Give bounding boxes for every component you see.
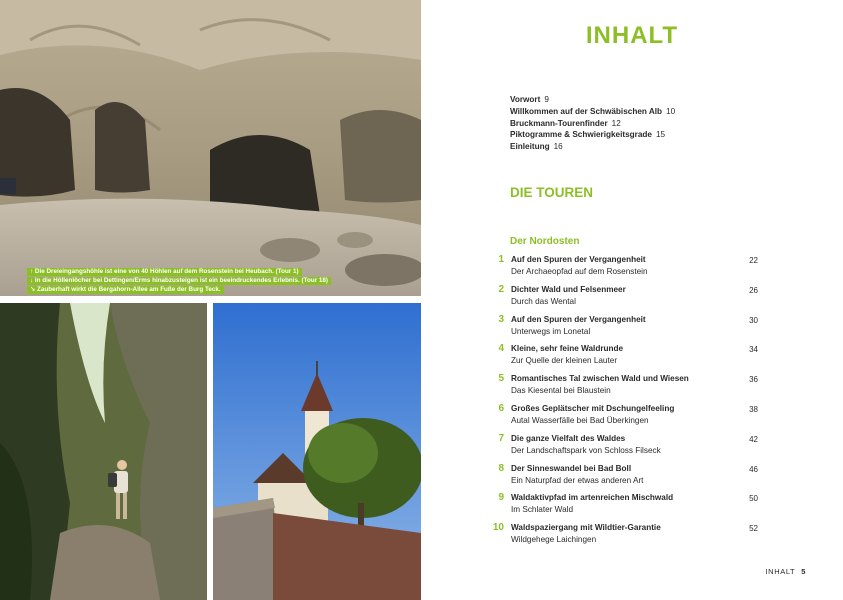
footer-label: INHALT [765, 567, 796, 576]
front-matter-label: Willkommen auf der Schwäbischen Alb [510, 106, 663, 116]
front-matter-item[interactable] [510, 118, 675, 130]
caption-bergahorn-allee: ↘ Zauberhaft wirkt die Bergahorn-Allee am Fuße der Burg Teck. [27, 286, 224, 294]
gorge-photo [0, 303, 207, 600]
tour-page: 26 [749, 285, 758, 295]
front-matter-page: 12 [611, 118, 621, 128]
tours-heading: DIE TOUREN [510, 185, 594, 200]
tour-page: 22 [749, 256, 758, 265]
tour-entry[interactable] [484, 313, 758, 343]
caption-cave: ↑ Die Dreieingangshöhle ist eine von 40 Höhlen auf dem Rosenstein bei Heubach. (Tour 1) [27, 268, 302, 276]
tour-subtitle: Der Archaeopfad auf dem Rosenstein [511, 267, 648, 276]
tour-subtitle: Im Schlater Wald [511, 505, 574, 515]
tour-entry[interactable] [484, 253, 758, 283]
tour-number: 7 [498, 432, 504, 444]
tour-entry[interactable] [484, 432, 758, 462]
tour-subtitle: Wildgehege Laichingen [511, 535, 597, 545]
photo-captions [27, 268, 331, 294]
tour-page: 38 [749, 404, 758, 414]
page-title: INHALT [585, 22, 679, 49]
front-matter-page: 10 [666, 106, 676, 116]
tour-entry[interactable] [484, 283, 758, 313]
front-matter-page: 16 [553, 142, 563, 152]
tour-entry[interactable] [484, 521, 758, 551]
tour-number: 5 [498, 373, 504, 385]
tour-page: 30 [749, 315, 758, 325]
tour-subtitle: Autal Wasserfälle bei Bad Überkingen [511, 415, 649, 425]
tour-entry[interactable] [484, 342, 758, 372]
tour-list [484, 253, 758, 551]
tour-number: 1 [498, 254, 504, 265]
tour-entry[interactable] [484, 491, 758, 521]
tour-entry[interactable] [484, 402, 758, 432]
tour-page: 42 [749, 434, 758, 444]
tour-subtitle: Unterwegs im Lonetal [511, 326, 591, 336]
tour-page: 50 [749, 494, 758, 504]
tour-page: 52 [749, 524, 758, 534]
tour-page: 46 [749, 464, 758, 474]
cave-photo [0, 0, 421, 296]
front-matter-label: Vorwort [510, 95, 541, 104]
tour-number: 10 [492, 522, 504, 534]
tour-entry[interactable] [484, 462, 758, 492]
front-matter-page: 9 [544, 95, 549, 104]
front-matter-label: Einleitung [510, 142, 550, 152]
front-matter-item[interactable] [510, 129, 675, 141]
tour-number: 8 [498, 462, 504, 474]
front-matter-item[interactable] [510, 141, 675, 153]
front-matter-item[interactable] [510, 94, 675, 106]
tour-title: Auf den Spuren der Vergangenheit [511, 314, 646, 324]
tour-number: 9 [498, 492, 504, 504]
tour-subtitle: Der Landschaftspark von Schloss Filseck [511, 445, 661, 455]
front-matter-label: Piktogramme & Schwierigkeitsgrade [510, 130, 652, 140]
tour-title: Dichter Wald und Felsenmeer [511, 284, 626, 294]
tour-title: Auf den Spuren der Vergangenheit [511, 255, 646, 264]
tour-entry[interactable] [484, 372, 758, 402]
tour-subtitle: Das Kiesental bei Blaustein [511, 386, 611, 396]
page-number: 5 [801, 567, 806, 576]
tour-title: Kleine, sehr feine Waldrunde [511, 344, 624, 354]
front-matter-item[interactable] [510, 106, 675, 118]
tour-subtitle: Zur Quelle der kleinen Lauter [511, 356, 618, 366]
tour-title: Waldaktivpfad im artenreichen Mischwald [511, 493, 674, 503]
tour-number: 3 [498, 313, 504, 325]
front-matter-label: Bruckmann-Tourenfinder [510, 118, 608, 128]
castle-photo [213, 303, 421, 600]
tour-title: Waldspaziergang mit Wildtier-Garantie [511, 523, 661, 533]
tour-number: 6 [498, 402, 504, 414]
tour-page: 36 [749, 375, 758, 385]
tour-title: Großes Geplätscher mit Dschungelfeeling [511, 403, 675, 413]
tour-title: Der Sinneswandel bei Bad Boll [511, 463, 632, 473]
tour-number: 2 [498, 283, 504, 295]
tour-page: 34 [749, 345, 758, 355]
tour-title: Die ganze Vielfalt des Waldes [511, 433, 626, 443]
caption-hoellenloecher: ↓ In die Höllenlöcher bei Dettingen/Erms hinabzusteigen ist ein beeindruckendes Erlebnis. (Tour 18) [27, 277, 331, 285]
region-heading: Der Nordosten [510, 236, 580, 247]
tour-subtitle: Ein Naturpfad der etwas anderen Art [511, 475, 644, 485]
page-footer [766, 567, 807, 576]
front-matter-page: 15 [655, 130, 666, 140]
tour-title: Romantisches Tal zwischen Wald und Wiesen [511, 374, 689, 384]
tour-subtitle: Durch das Wental [511, 296, 576, 306]
tour-number: 4 [498, 343, 504, 355]
front-matter-list [510, 94, 675, 153]
